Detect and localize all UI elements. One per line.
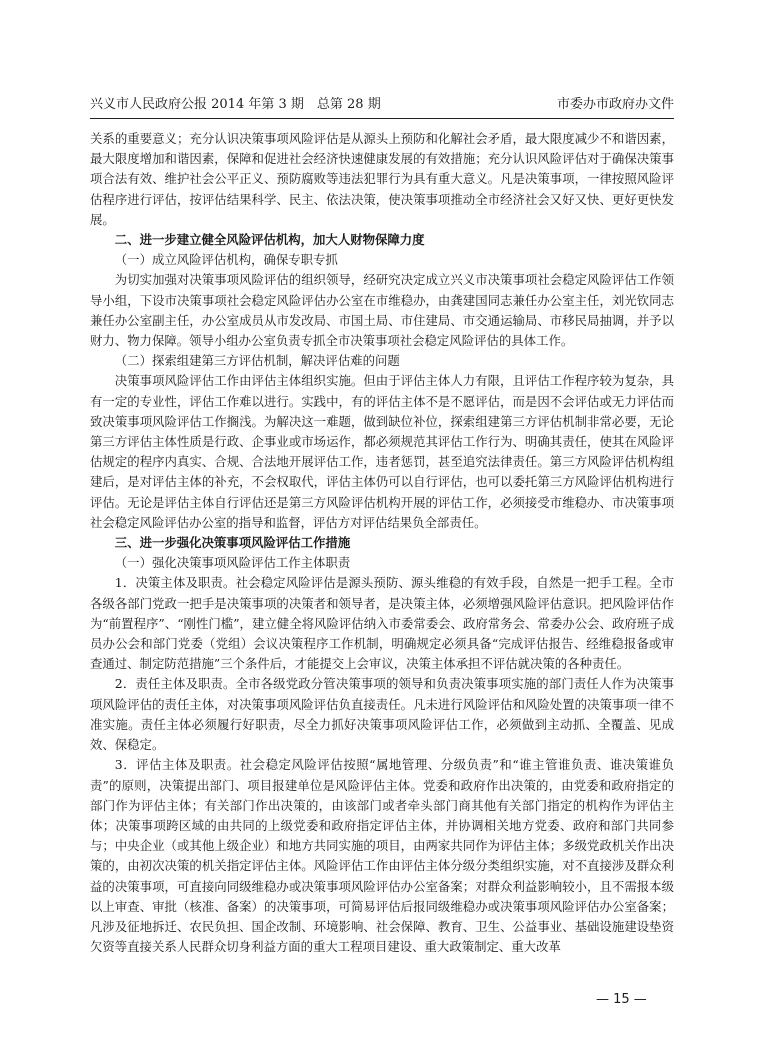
subsection-heading: （一）成立风险评估机构，确保专职专抓	[114, 252, 338, 268]
page-number: — 15 —	[596, 992, 647, 1007]
subsection-heading: （二）探索组建第三方评估机制，解决评估难的问题	[114, 353, 400, 369]
section-heading-3: 三、进一步强化决策事项风险评估工作措施	[114, 535, 351, 551]
subsection-heading: （一）强化决策事项风险评估工作主体职责	[114, 555, 351, 571]
paragraph: 1．决策主体及职责。社会稳定风险评估是源头预防、源头维稳的有效手段，自然是一把手工程。全市各级各部门党政一把手是决策事项的决策者和领导者，是决策主体，必须增强风险评估意识。把风险评估作为“前置程序”、“刚性门槛”，建立健全将风险评估纳入市委常委会、政府常务会、常委办公会、政府班子成员办公会和部门党委（党组）会议决策程序工作机制，明确规定必须具备“完成评估报告、经维稳报备或审查通过、制定防范措施”三个条件后，才能提交上会审议，决策主体承担不评估就决策的各种责任。	[90, 575, 674, 672]
paragraph: 2．责任主体及职责。全市各级党政分管决策事项的领导和负责决策事项实施的部门责任人作为决策事项风险评估的责任主体，对决策事项风险评估负直接责任。凡未进行风险评估和风险处置的决策事项一律不准实施。责任主体必须履行好职责，尽全力抓好决策事项风险评估工作，必须做到主动抓、全覆盖、见成效、保稳定。	[90, 676, 674, 753]
paragraph: 3．评估主体及职责。社会稳定风险评估按照“属地管理、分级负责”和“谁主管谁负责、谁决策谁负责”的原则，决策提出部门、项目报建单位是风险评估主体。党委和政府作出决策的，由党委和政府指定的部门作为评估主体；有关部门作出决策的，由该部门或者牵头部门商其他有关部门指定的机构作为评估主体；决策事项跨区域的由共同的上级党委和政府指定评估主体，并协调相关地方党委、政府和部门共同参与；中央企业（或其他上级企业）和地方共同实施的项目，由两家共同作为评估主体；多级党政机关作出决策的，由初次决策的机关指定评估主体。风险评估工作由评估主体分级分类组织实施，对不直接涉及群众利益的决策事项，可直接向同级维稳办或决策事项风险评估办公室备案；对群众利益影响较小，且不需报本级以上审查、审批（核准、备案）的决策事项，可简易评估后报同级维稳办或决策事项风险评估办公室备案；凡涉及征地拆迁、农民负担、国企改制、环境影响、社会保障、教育、卫生、公益事业、基础设施建设垫资欠资等直接关系人民群众切身利益方面的重大工程项目建设、重大政策制定、重大改革	[90, 757, 674, 955]
article-body	[90, 129, 674, 957]
section-name: 市委办市政府办文件	[556, 97, 674, 112]
paragraph: 决策事项风险评估工作由评估主体组织实施。但由于评估主体人力有限，且评估工作程序较为复杂，具有一定的专业性，评估工作难以进行。实践中，有的评估主体不是不愿评估，而是因不会评估或无力评估而致决策事项风险评估工作搁浅。为解决这一难题，做到缺位补位，探索组建第三方评估机制非常必要，无论第三方评估主体性质是行政、企事业或市场运作，都必须规范其评估工作行为、明确其责任，使其在风险评估规定的程序内真实、合规、合法地开展评估工作，违者惩罚，甚至追究法律责任。第三方风险评估机构组建后，是对评估主体的补充，不会权取代，评估主体仍可以自行评估，也可以委托第三方风险评估机构进行评估。无论是评估主体自行评估还是第三方风险评估机构开展的评估工作，必须接受市维稳办、市决策事项社会稳定风险评估办公室的指导和监督，评估方对评估结果负全部责任。	[90, 373, 674, 530]
running-header	[90, 94, 674, 116]
publication-title: 兴义市人民政府公报 2014 年第 3 期 总第 28 期	[90, 97, 381, 112]
paragraph: 为切实加强对决策事项风险评估的组织领导，经研究决定成立兴义市决策事项社会稳定风险评估工作领导小组，下设市决策事项社会稳定风险评估办公室在市维稳办，由龚建国同志兼任办公室主任，刘光钦同志兼任办公室副主任，办公室成员从市发改局、市国土局、市住建局、市交通运输局、市移民局抽调，并予以财力、物力保障。领导小组办公室负责专抓全市决策事项社会稳定风险评估的具体工作。	[90, 272, 674, 349]
paragraph-continuation: 关系的重要意义；充分认识决策事项风险评估是从源头上预防和化解社会矛盾，最大限度减少不和谐因素，最大限度增加和谐因素，保障和促进社会经济快速健康发展的有效措施；充分认识风险评估对于确保决策事项合法有效、维护社会公平正义、预防腐败等违法犯罪行为具有重大意义。凡是决策事项，一律按照风险评估程序进行评估，按评估结果科学、民主、依法决策，使决策事项推动全市经济社会又好又快、更好更快发展。	[90, 131, 674, 227]
header-divider	[90, 118, 674, 119]
section-heading-2: 二、进一步建立健全风险评估机构，加大人财物保障力度	[114, 232, 425, 248]
